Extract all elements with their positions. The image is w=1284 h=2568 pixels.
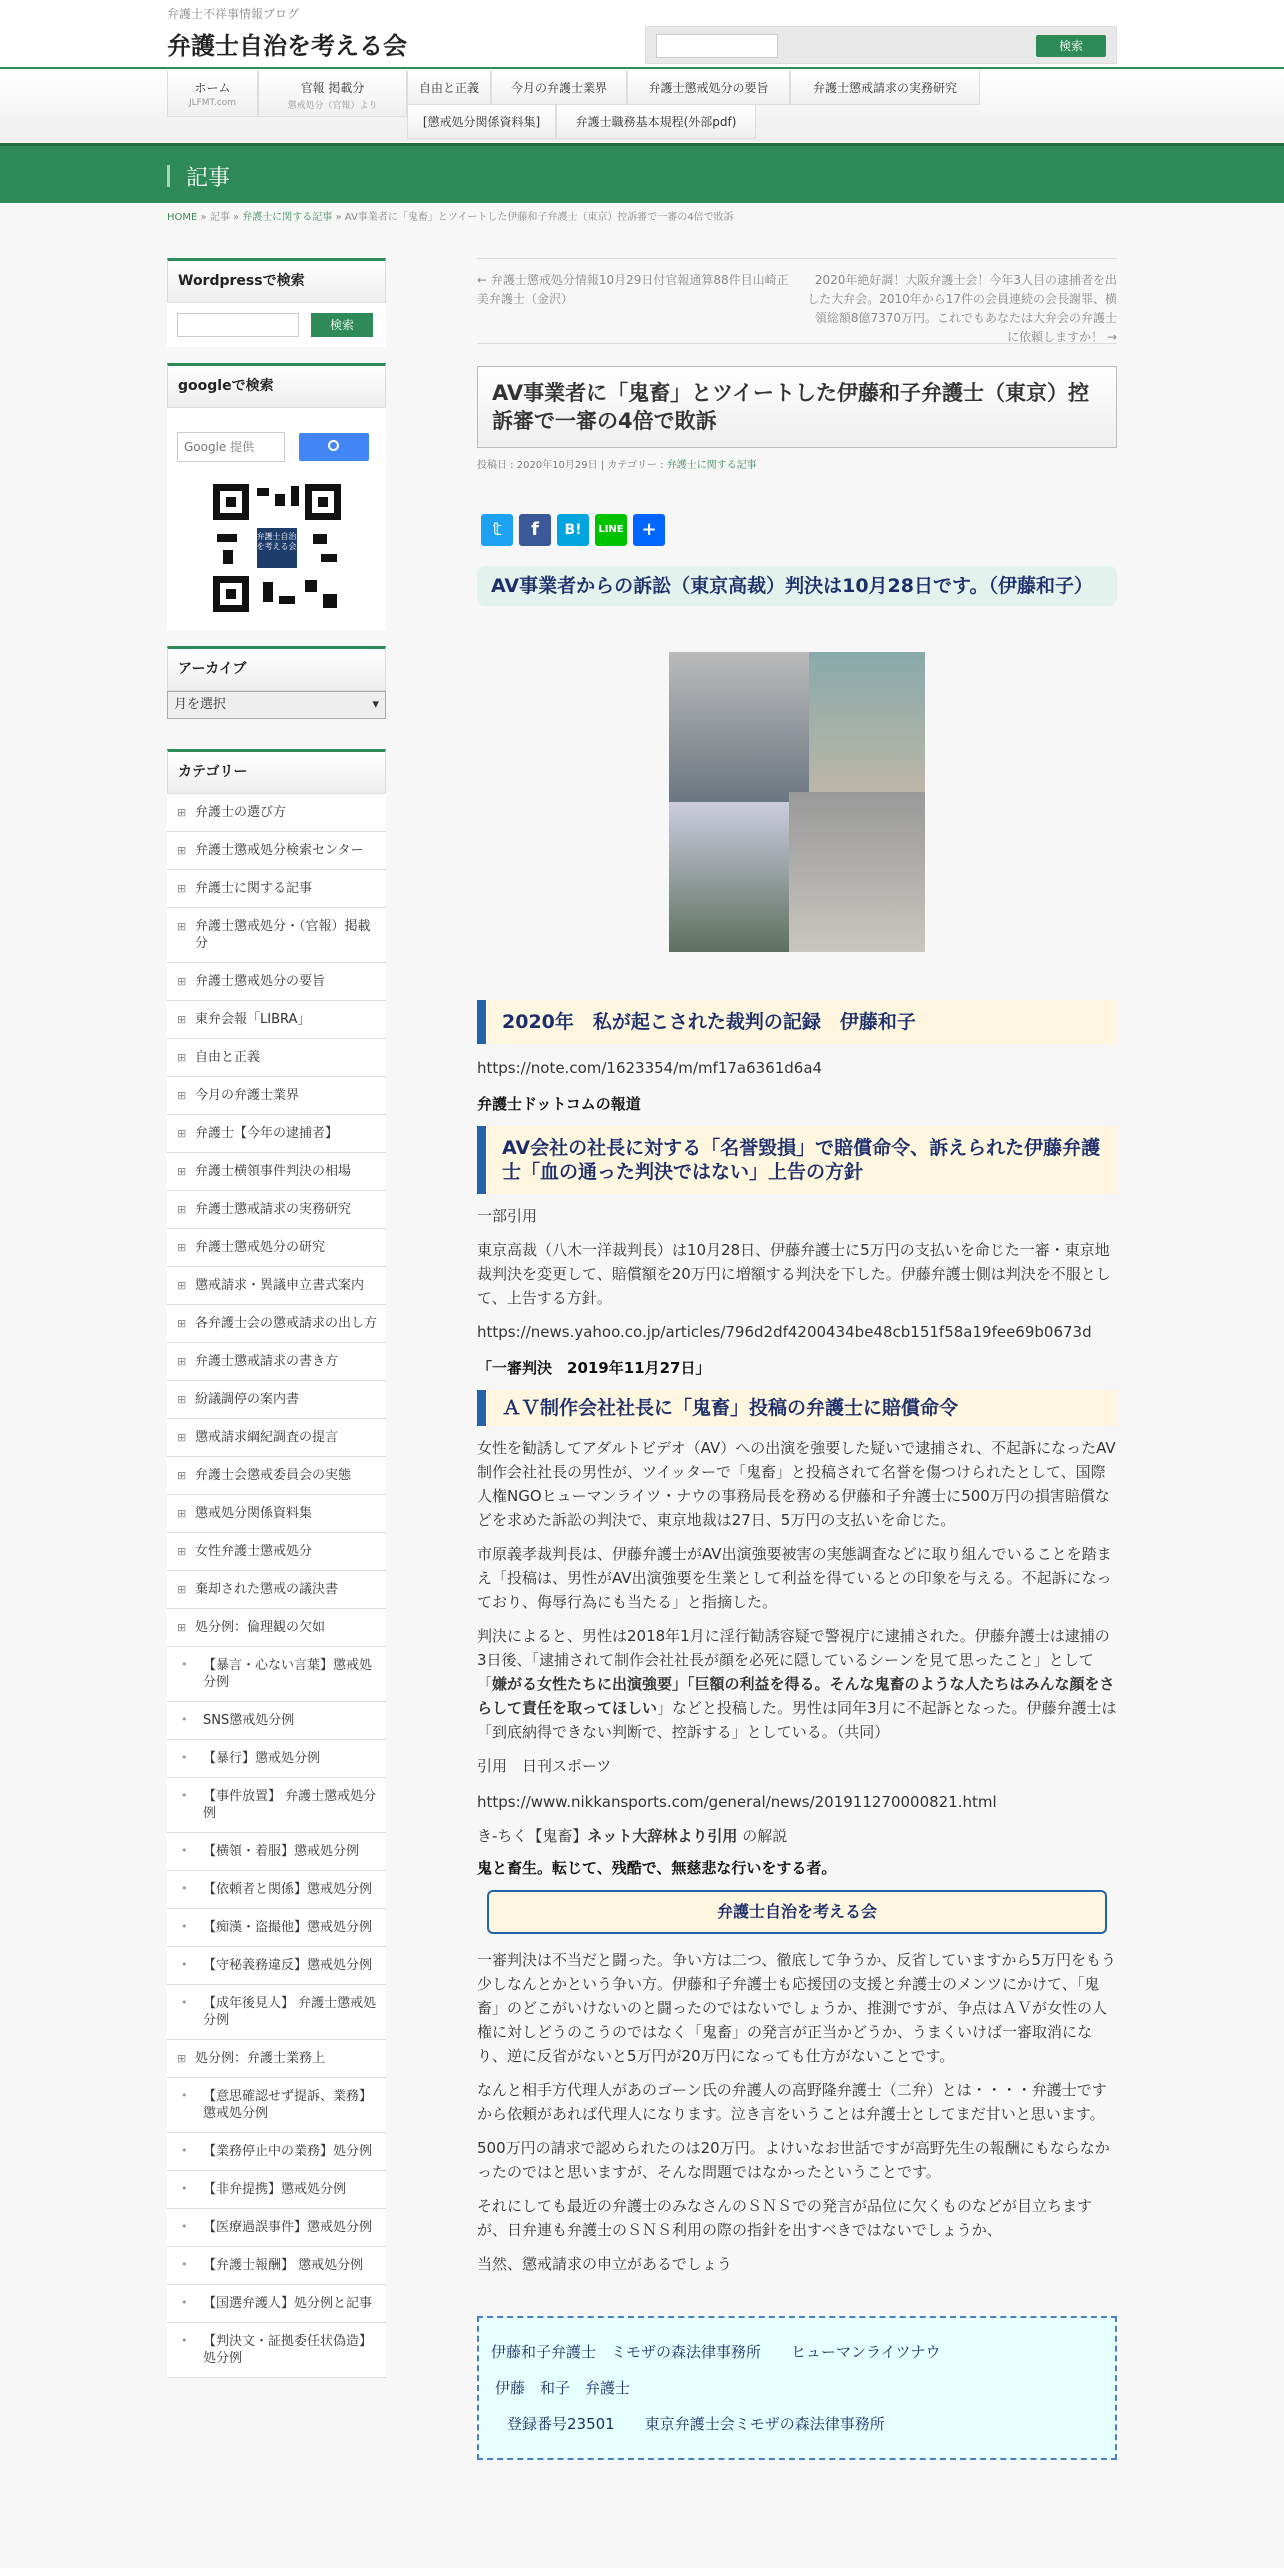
line-icon[interactable]: LINE (595, 514, 627, 546)
category-item[interactable]: • 【国選弁護人】処分例と記事 (167, 2285, 386, 2323)
google-search-input[interactable]: Google 提供 (177, 432, 285, 462)
category-item[interactable]: ⊞ 女性弁護士懲戒処分 (167, 1533, 386, 1571)
band-title: 記事 (186, 166, 231, 191)
post-navigation (477, 258, 1117, 344)
category-item[interactable]: ⊞ 弁護士の選び方 (167, 794, 386, 832)
paragraph-4 (477, 1624, 1117, 1744)
nav-kitei-label: 弁護士職務基本規程(外部pdf) (575, 115, 737, 129)
kichiku-term: き-ちく【鬼畜】 (477, 1827, 588, 1845)
lead-heading: AV事業者からの訴訟（東京高裁）判決は10月28日です。（伊藤和子） (477, 566, 1117, 606)
sidebar (167, 258, 386, 2394)
category-item[interactable]: ⊞ 弁護士懲戒処分の要旨 (167, 963, 386, 1001)
header-search-button[interactable]: 検索 (1036, 35, 1106, 57)
kichiku-source: ネット大辞林より引用 (587, 1827, 738, 1845)
paragraph-3: 市原義孝裁判長は、伊藤弁護士がAV出演強要被害の実態調査などに取り組んでいることを踏まえ「投稿は、男性がAV出演強要を生業として利益を得ているとの印象を与える。不起訴になっており、侮辱行為にも当たる」と指摘した。 (477, 1545, 1112, 1611)
info-line-1: 伊藤和子弁護士 ミモザの森法律事務所 ヒューマンライツナウ (491, 2343, 941, 2361)
bengo-label: 弁護士ドットコムの報道 (477, 1095, 641, 1113)
nav-kanpo-label: 官報 掲載分 (300, 81, 365, 95)
category-item[interactable]: • 【暴言・心ない言葉】懲戒処分例 (167, 1647, 386, 1702)
nav-kongetsu-label: 今月の弁護士業界 (510, 81, 607, 95)
google-search-widget (167, 363, 386, 630)
wp-search-input[interactable] (177, 313, 299, 337)
category-item[interactable]: ⊞ 紛議調停の案内書 (167, 1381, 386, 1419)
category-title: カテゴリー (167, 749, 386, 794)
category-item[interactable]: • 【成年後見人】 弁護士懲戒処分例 (167, 1985, 386, 2040)
category-item[interactable]: • 【非弁提携】懲戒処分例 (167, 2171, 386, 2209)
paragraph-8: それにしても最近の弁護士のみなさんのＳＮＳでの発言が品位に欠くものなどが目立ちますが、日弁連も弁護士のＳＮＳ利用の際の指針を出すべきではないでしょうか、 (477, 2197, 1093, 2239)
nav-yoshi-label: 弁護士懲戒処分の要旨 (648, 81, 769, 95)
paragraph-4-c: 」などと投稿した。男性は同年3月に不起訴となった。伊藤弁護士は「到底納得できない判断で、控訴する」としている。（共同） (477, 1699, 1117, 1741)
google-search-button[interactable] (299, 433, 369, 461)
nav-kanpo[interactable] (258, 71, 407, 117)
google-search-title: googleで検索 (167, 363, 386, 408)
next-post-link[interactable]: 2020年絶好調！大阪弁護士会！今年3人目の逮捕者を出した大弁会。2010年から17件の会員連続の会長謝罪、横領総額8億7370万円。これでもあなたは大弁会の弁護士に依頼しますか！ → (807, 273, 1117, 344)
breadcrumb-home[interactable]: HOME (167, 212, 198, 223)
av-heading: ＡＶ制作会社社長に「鬼畜」投稿の弁護士に賠償命令 (477, 1390, 1117, 1426)
first-judgment-label: 「一審判決 2019年11月27日」 (477, 1359, 711, 1377)
category-item[interactable]: • 【判決文・証拠委任状偽造】処分例 (167, 2323, 386, 2378)
category-item[interactable]: • 【弁護士報酬】 懲戒処分例 (167, 2247, 386, 2285)
paragraph-1: 東京高裁（八木一洋裁判長）は10月28日、伊藤弁護士に5万円の支払いを命じた一審・東京地裁判決を変更して、賠償額を20万円に増額する判決を下した。伊藤弁護士側は判決を不服として、上告する方針。 (477, 1241, 1111, 1307)
nav-home-label: ホーム (194, 81, 231, 95)
info-line-2: 伊藤 和子 弁護士 (495, 2379, 631, 2397)
category-item[interactable]: • 【守秘義務違反】懲戒処分例 (167, 1947, 386, 1985)
kichiku-suffix: の解説 (737, 1827, 788, 1845)
category-item[interactable]: • 【横領・着服】懲戒処分例 (167, 1833, 386, 1871)
paragraph-5: 一審判決は不当だと闘った。争い方は二つ、徹底して争うか、反省していますから5万円をもう少しなんとかという争い方。伊藤和子弁護士も応援団の支援と弁護士のメンツにかけて、「鬼畜」のどこがいけないのと闘ったのではないでしょうか、推測ですが、争点はＡＶが女性の人権に対しどうのこうのではなく「鬼畜」の発言が正当かどうか、うまくいけば一審取消になり、逆に反省がないと5万円が20万円になっても仕方がないことです。 (477, 1951, 1116, 2065)
nav-home-sub: JLFMT.com (188, 98, 237, 108)
category-item[interactable]: ⊞ 弁護士懲戒請求の書き方 (167, 1343, 386, 1381)
yahoo-url: https://news.yahoo.co.jp/articles/796d2df4200434be48cb151f58a19fee69b0673d (477, 1323, 1092, 1341)
info-line-3: 登録番号23501 東京弁護士会ミモザの森法律事務所 (507, 2415, 885, 2433)
category-item[interactable]: ⊞ 弁護士懲戒処分の研究 (167, 1229, 386, 1267)
nikkan-url: https://www.nikkansports.com/general/news/201911270000821.html (477, 1793, 997, 1811)
category-item[interactable]: ⊞ 懲戒請求・異議申立書式案内 (167, 1267, 386, 1305)
archive-select[interactable]: 月を選択 ▾ (167, 691, 386, 719)
category-item[interactable]: ⊞ 弁護士懲戒処分検索センター (167, 832, 386, 870)
main-nav (0, 71, 1284, 142)
header-search-input[interactable] (656, 34, 778, 58)
share-buttons (481, 514, 1117, 546)
nav-shiryo-label: [懲戒処分関係資料集] (422, 115, 541, 129)
site-title[interactable]: 弁護士自治を考える会 (167, 32, 407, 60)
category-item[interactable]: • SNS懲戒処分例 (167, 1702, 386, 1740)
category-item[interactable]: ⊞ 弁護士懲戒請求の実務研究 (167, 1191, 386, 1229)
share-icon[interactable]: + (633, 514, 665, 546)
nav-kitei[interactable] (556, 105, 756, 139)
nav-jitsumu-label: 弁護士懲戒請求の実務研究 (812, 81, 957, 95)
category-item[interactable]: ⊞ 今月の弁護士業界 (167, 1077, 386, 1115)
breadcrumb-category[interactable]: 弁護士に関する記事 (242, 212, 333, 223)
association-box: 弁護士自治を考える会 (487, 1890, 1107, 1934)
nav-kanpo-sub: 懲戒処分（官報）より (287, 101, 378, 111)
category-item[interactable]: ⊞ 各弁護士会の懲戒請求の出し方 (167, 1305, 386, 1343)
kichiku-definition: 鬼と畜生。転じて、残酷で、無慈悲な行いをする者。 (477, 1859, 837, 1877)
search-icon (328, 440, 339, 451)
post-meta (477, 456, 1117, 471)
category-item[interactable]: • 【業務停止中の業務】処分例 (167, 2133, 386, 2171)
court-photo (669, 652, 925, 952)
site-tagline: 弁護士不祥事情報ブログ (167, 7, 300, 21)
site-header (0, 0, 1284, 69)
facebook-icon[interactable]: f (519, 514, 551, 546)
paragraph-9: 当然、懲戒請求の申立があるでしょう (477, 2255, 732, 2273)
main-content (477, 258, 1117, 2460)
kichiku-entry (477, 1824, 1117, 1848)
header-search (645, 26, 1117, 64)
nav-home[interactable] (167, 71, 258, 117)
category-item[interactable]: ⊞ 弁護士会懲戒委員会の実態 (167, 1457, 386, 1495)
twitter-icon[interactable]: 𝕥 (481, 514, 513, 546)
category-item[interactable]: • 【痴漢・盗撮他】懲戒処分例 (167, 1909, 386, 1947)
category-item[interactable]: ⊞ 弁護士に関する記事 (167, 870, 386, 908)
post-category-link[interactable]: 弁護士に関する記事 (666, 460, 757, 471)
category-widget (167, 749, 386, 2378)
wp-search-title: Wordpressで検索 (167, 258, 386, 303)
category-item[interactable]: • 【医療過誤事件】懲戒処分例 (167, 2209, 386, 2247)
record-heading: 2020年 私が起こされた裁判の記録 伊藤和子 (477, 1000, 1117, 1044)
nav-jiyu-seigi[interactable] (407, 71, 491, 105)
qr-code (213, 484, 341, 612)
category-item[interactable]: ⊞ 東弁会報「LIBRA」 (167, 1001, 386, 1039)
nav-kongetsu[interactable] (491, 71, 627, 105)
nav-jiyu-seigi-label: 自由と正義 (418, 81, 479, 95)
note-url: https://note.com/1623354/m/mf17a6361d6a4 (477, 1059, 823, 1077)
nav-yoshi[interactable] (627, 71, 790, 105)
archive-widget (167, 646, 386, 719)
category-item[interactable]: ⊞ 処分例：弁護士業務上 (167, 2040, 386, 2078)
quote-label: 一部引用 (477, 1207, 538, 1225)
archive-title: アーカイブ (167, 646, 386, 691)
category-item[interactable]: ⊞ 処分例：倫理観の欠如 (167, 1609, 386, 1647)
nav-jitsumu[interactable] (790, 71, 980, 105)
article-title: AV事業者に「鬼畜」とツイートした伊藤和子弁護士（東京）控訴審で一審の4倍で敗訴 (477, 366, 1117, 448)
breadcrumb-current: » AV事業者に「鬼畜」とツイートした伊藤和子弁護士（東京）控訴審で一審の4倍で敗訴 (332, 212, 734, 223)
wp-search-button[interactable]: 検索 (311, 313, 373, 337)
hatena-icon[interactable]: B! (557, 514, 589, 546)
bengo-heading: AV会社の社長に対する「名誉毀損」で賠償命令、訴えられた伊藤弁護士「血の通った判決ではない」上告の方針 (477, 1126, 1117, 1194)
category-item[interactable]: • 【暴行】懲戒処分例 (167, 1740, 386, 1778)
category-item[interactable]: • 【意思確認せず提訴、業務】懲戒処分例 (167, 2078, 386, 2133)
post-date: 投稿日 : 2020年10月29日 | カテゴリー : (477, 460, 667, 471)
paragraph-4-a: 判決によると、男性は2018年1月に淫行勧誘容疑で警視庁に逮捕された。伊藤弁護士は逮捕の3日後、「逮捕されて制作会社社長が顔を必死に隠しているシーンを見て思ったこと」として「 (477, 1627, 1110, 1693)
paragraph-4-emphasis: 嫌がる女性たちに出演強要」「巨額の利益を得る。そんな鬼畜のような人たちはみんな顔をさらして責任を取ってほしい (477, 1675, 1115, 1717)
category-item[interactable]: ⊞ 懲戒処分関係資料集 (167, 1495, 386, 1533)
paragraph-7: 500万円の請求で認められたのは20万円。よけいなお世話ですが高野先生の報酬にもならなかったのではと思いますが、そんな問題ではなかったということです。 (477, 2139, 1110, 2181)
breadcrumb-sep: » 記事 » (197, 212, 243, 223)
category-item[interactable]: ⊞ 弁護士懲戒処分・（官報）掲載分 (167, 908, 386, 963)
category-item[interactable]: ⊞ 棄却された懲戒の議決書 (167, 1571, 386, 1609)
breadcrumb (167, 208, 734, 223)
band-accent-bar (167, 165, 170, 187)
qr-center-logo: 弁護士自治を考える会 (257, 528, 297, 568)
category-item[interactable]: ⊞ 弁護士横領事件判決の相場 (167, 1153, 386, 1191)
nav-shiryo[interactable] (407, 105, 556, 139)
prev-post-link[interactable]: ← 弁護士懲戒処分情報10月29日付官報通算88件目山崎正美弁護士（金沢） (477, 273, 789, 306)
category-item[interactable]: • 【依頼者と関係】懲戒処分例 (167, 1871, 386, 1909)
category-list (167, 794, 386, 2378)
category-item[interactable]: ⊞ 懲戒請求綱紀調査の提言 (167, 1419, 386, 1457)
category-item[interactable]: • 【事件放置】 弁護士懲戒処分例 (167, 1778, 386, 1833)
paragraph-6: なんと相手方代理人があのゴーン氏の弁護人の高野隆弁護士（二弁）とは・・・・弁護士ですから依頼があれば代理人になります。泣き言をいうことは弁護士としてまだ甘いと思います。 (477, 2081, 1107, 2123)
section-band (0, 143, 1284, 203)
lawyer-info-box (477, 2316, 1117, 2460)
source-label: 引用 日刊スポーツ (477, 1757, 612, 1775)
category-item[interactable]: ⊞ 自由と正義 (167, 1039, 386, 1077)
category-item[interactable]: ⊞ 弁護士【今年の逮捕者】 (167, 1115, 386, 1153)
wp-search-widget (167, 258, 386, 347)
paragraph-2: 女性を勧誘してアダルトビデオ（AV）への出演を強要した疑いで逮捕され、不起訴になったAV制作会社社長の男性が、ツイッターで「鬼畜」と投稿されて名誉を傷つけられたとして、国際人権NGOヒューマンライツ・ナウの事務局長を務める伊藤和子弁護士に500万円の損害賠償などを求めた訴訟の判決で、東京地裁は27日、5万円の支払いを命じた。 (477, 1439, 1116, 1529)
